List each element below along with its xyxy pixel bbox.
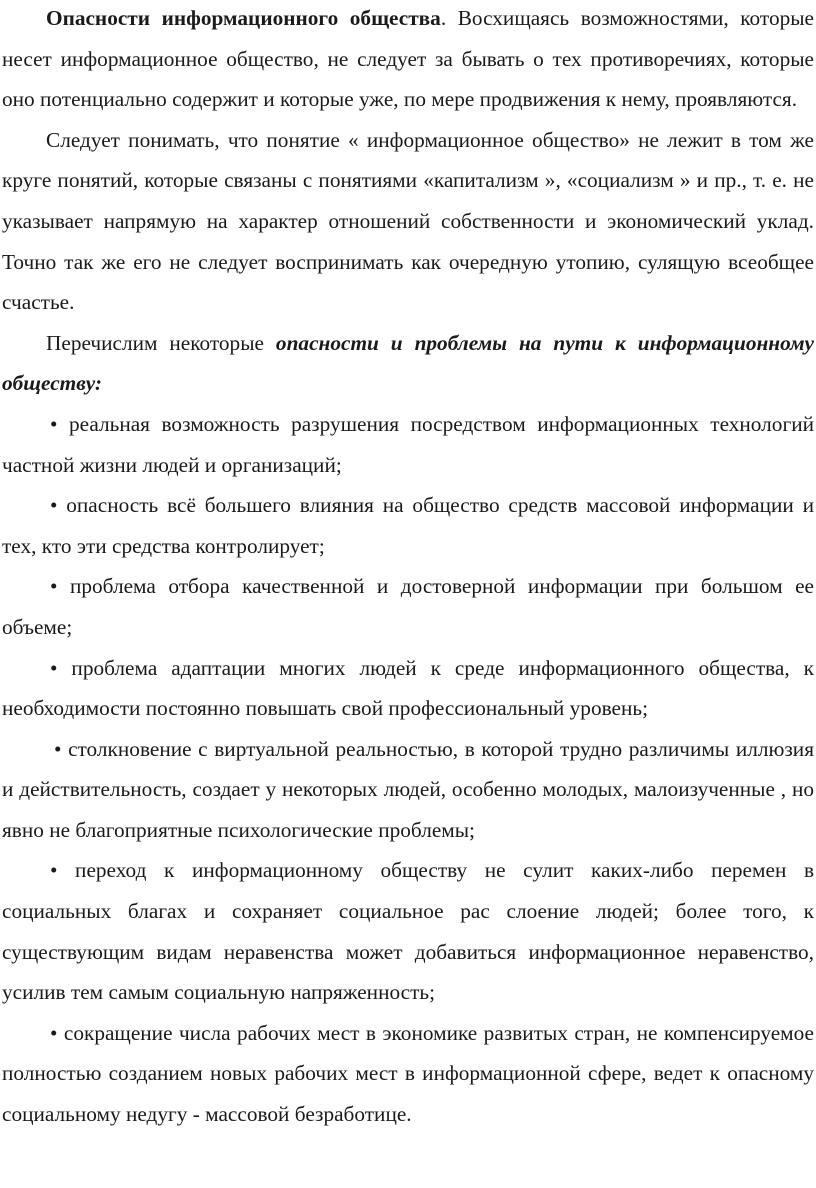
bullet-item-media: • опасность всё большего влияния на общество средств массовой информации и тех, кто эти средства контролирует; bbox=[2, 493, 814, 558]
list-intro-paragraph bbox=[2, 323, 814, 404]
intro-text: Восхищаясь возможностями, которые несет информационное общество, не следует за бывать о тех противоречиях, которые оно потенциально содержит и которые уже, по мере продвижения к нему, проявляются. bbox=[2, 6, 814, 112]
bullet-item-virtual-reality: • столкновение с виртуальной реальностью, в которой трудно различимы иллюзия и действительность, создает у некоторых людей, особенно молодых, малоизученные , но явно не благоприятные психологические проблемы; bbox=[2, 736, 814, 842]
section-heading: Опасности информационного общества bbox=[46, 6, 441, 30]
bullet-item-inequality: • переход к информационному обществу не сулит каких-либо перемен в социальных благах и сохраняет социальное рас слоение людей; более того, к существующим видам неравенства может добавиться информационное неравенство, усилив тем самым социальную напряженность; bbox=[2, 858, 814, 1005]
list-intro-lead: Перечислим некоторые bbox=[46, 330, 276, 355]
bullet-item-adaptation: • проблема адаптации многих людей к среде информационного общества, к необходимости постоянно повышать свой профессиональный уровень; bbox=[2, 655, 814, 721]
bullet-item-privacy: • реальная возможность разрушения посредством информационных технологий частной жизни людей и организаций; bbox=[2, 411, 814, 477]
heading-period: . bbox=[440, 6, 447, 30]
paragraph-concept: Следует понимать, что понятие « информационное общество» не лежит в том же круге понятий, которые связаны с понятиями «капитализм », «социализм » и пр., т. е. не указывает напрямую на характер отношений собственности и экономический уклад. Точно так же его не следует воспринимать как очередную утопию, сулящую всеобщее счастье. bbox=[2, 127, 814, 315]
bullet-item-information-quality: • проблема отбора качественной и достоверной информации при большом ее объеме; bbox=[2, 574, 814, 639]
bullet-item-unemployment: • сокращение числа рабочих мест в экономике развитых стран, не компенсируемое полностью созданием новых рабочих мест в информационной сфере, ведет к опасному социальному недугу - массовой безработице. bbox=[2, 1020, 814, 1127]
list-intro-emphasis: опасности и проблемы на пути к информационному обществу: bbox=[2, 330, 814, 396]
intro-paragraph bbox=[2, 0, 814, 120]
